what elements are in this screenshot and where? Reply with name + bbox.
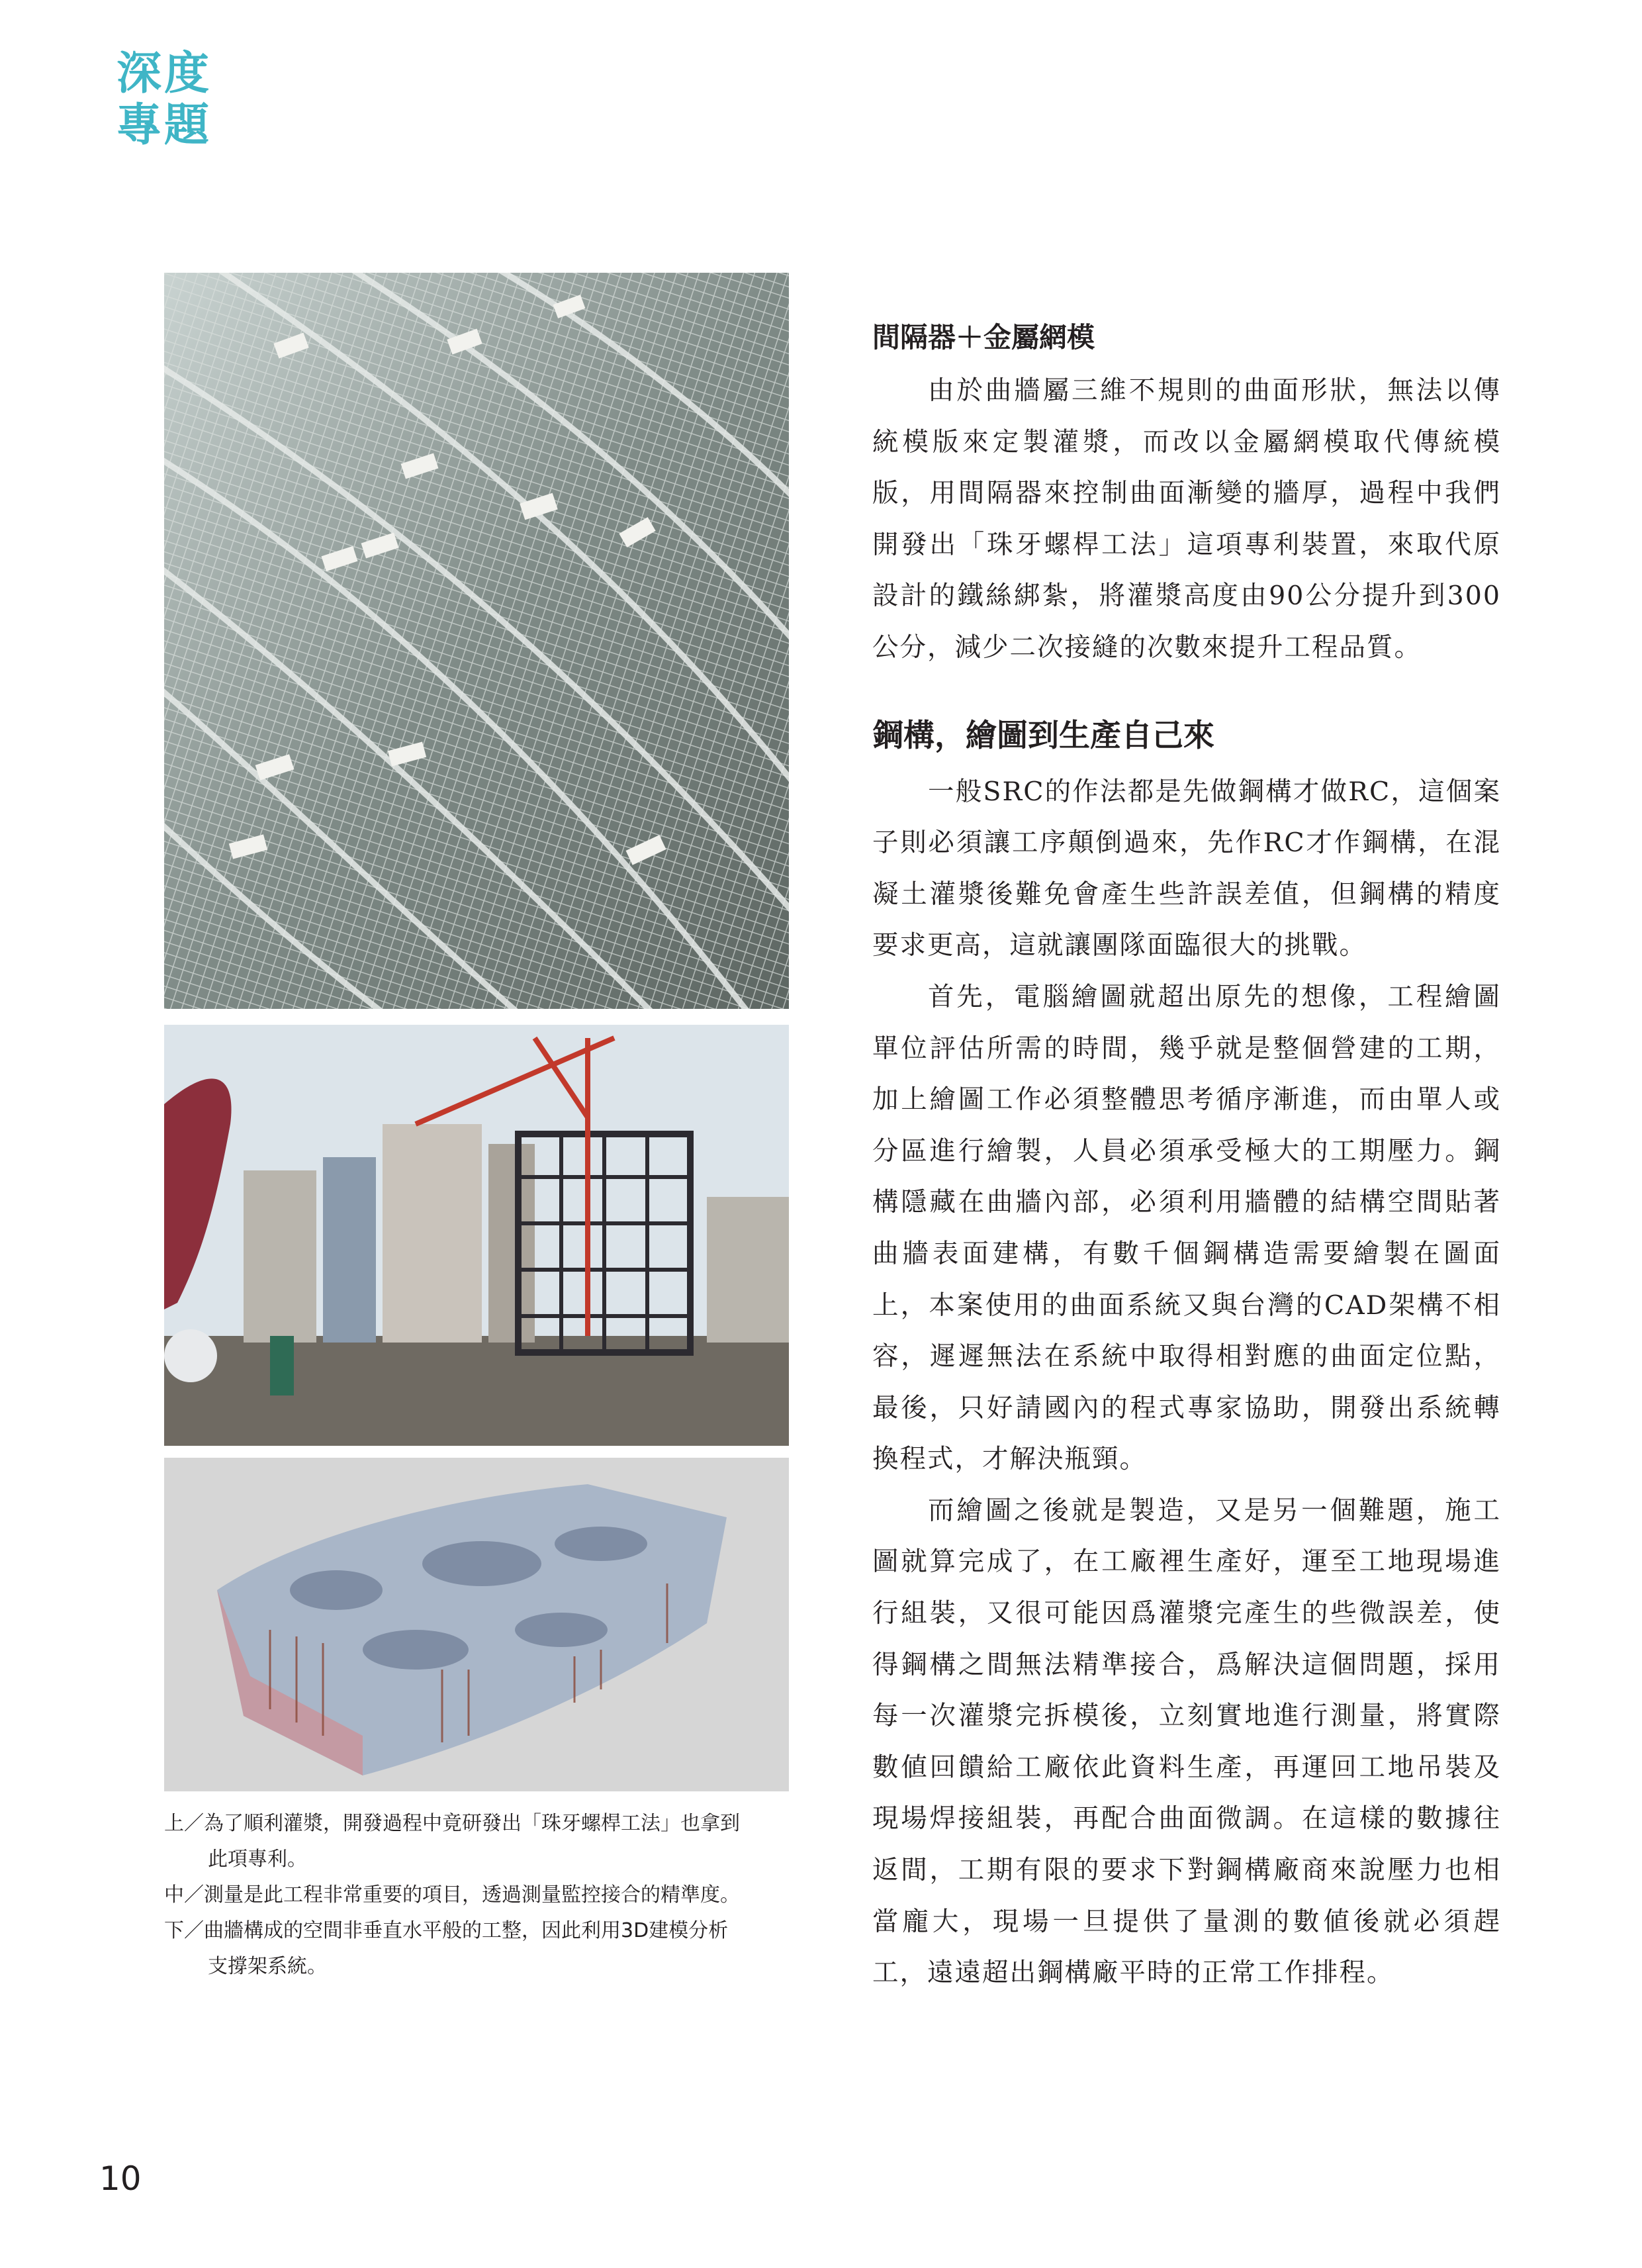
paragraph-3: 首先，電腦繪圖就超出原先的想像，工程繪圖單位評估所需的時間，幾乎就是整個營建的工期，加上繪圖工作必須整體思考循序漸進，而由單人或分區進行繪製，人員必須承受極大的工期壓力。鋼構隱藏在曲牆內部，必須利用牆體的結構空間貼著曲牆表面建構，有數千個鋼構造需要繪製在圖面上，本案使用的曲面系統又與台灣的CAD架構不相容，遲遲無法在系統中取得相對應的曲面定位點，最後，只好請國內的程式專家協助，開發出系統轉換程式，才解決瓶頸。 [872, 981, 1501, 1475]
caption-bottom-lead: 下／曲牆構成的空間非垂直水平般的工整，因此利用3D建模分析 [164, 1919, 729, 1942]
caption-top-lead: 上／為了順利灌漿，開發過程中竟研發出「珠牙螺桿工法」也拿到 [164, 1812, 740, 1835]
article-column [872, 318, 1501, 1999]
caption-middle [164, 1877, 799, 1913]
paragraph-4: 而繪圖之後就是製造，又是另一個難題，施工圖就算完成了，在工廠裡生產好，運至工地現場進行組裝，又很可能因爲灌漿完產生的些微誤差，使得鋼構之間無法精準接合，爲解決這個問題，採用每一次灌漿完拆模後，立刻實地進行測量，將實際數値回饋給工廠依此資料生產，再運回工地吊裝及現場焊接組裝，再配合曲面微調。在這樣的數據往返間，工期有限的要求下對鋼構廠商來說壓力也相當龐大，現場一旦提供了量測的數値後就必須趕工，遠遠超出鋼構廠平時的正常工作排程。 [872, 1495, 1501, 1989]
heading-spacer-mesh: 間隔器＋金屬網模 [872, 321, 1095, 354]
heading-steel-structure: 鋼構，繪圖到生產自己來 [872, 717, 1214, 754]
paragraph-1: 由於曲牆屬三維不規則的曲面形狀，無法以傳統模版來定製灌漿，而改以金屬網模取代傳統模版，用間隔器來控制曲面漸變的牆厚，過程中我們開發出「珠牙螺桿工法」這項專利裝置，來取代原設計的鐵絲綁紮，將灌漿高度由90公分提升到300公分，減少二次接縫的次數來提升工程品質。 [872, 375, 1501, 663]
caption-top [164, 1806, 799, 1877]
caption-bottom-cont: 支撐架系統。 [208, 1955, 327, 1978]
section-tag-line2: 專題 [116, 99, 212, 152]
caption-middle-lead: 中／測量是此工程非常重要的項目，透過測量監控接合的精準度。 [164, 1883, 740, 1907]
section-tag-line1: 深度 [116, 47, 212, 100]
photo-captions [164, 1806, 799, 1985]
mesh-formwork-photo [164, 273, 789, 1009]
caption-top-cont: 此項專利。 [208, 1848, 307, 1871]
3d-model-render [164, 1458, 789, 1791]
section-tag [116, 48, 212, 151]
caption-bottom [164, 1913, 799, 1985]
construction-site-photo [164, 1025, 789, 1446]
page-number: 10 [99, 2159, 142, 2198]
paragraph-2: 一般SRC的作法都是先做鋼構才做RC，這個案子則必須讓工序顛倒過來，先作RC才作鋼構，在混凝土灌漿後難免會產生些許誤差值，但鋼構的精度要求更高，這就讓團隊面臨很大的挑戰。 [872, 776, 1501, 961]
